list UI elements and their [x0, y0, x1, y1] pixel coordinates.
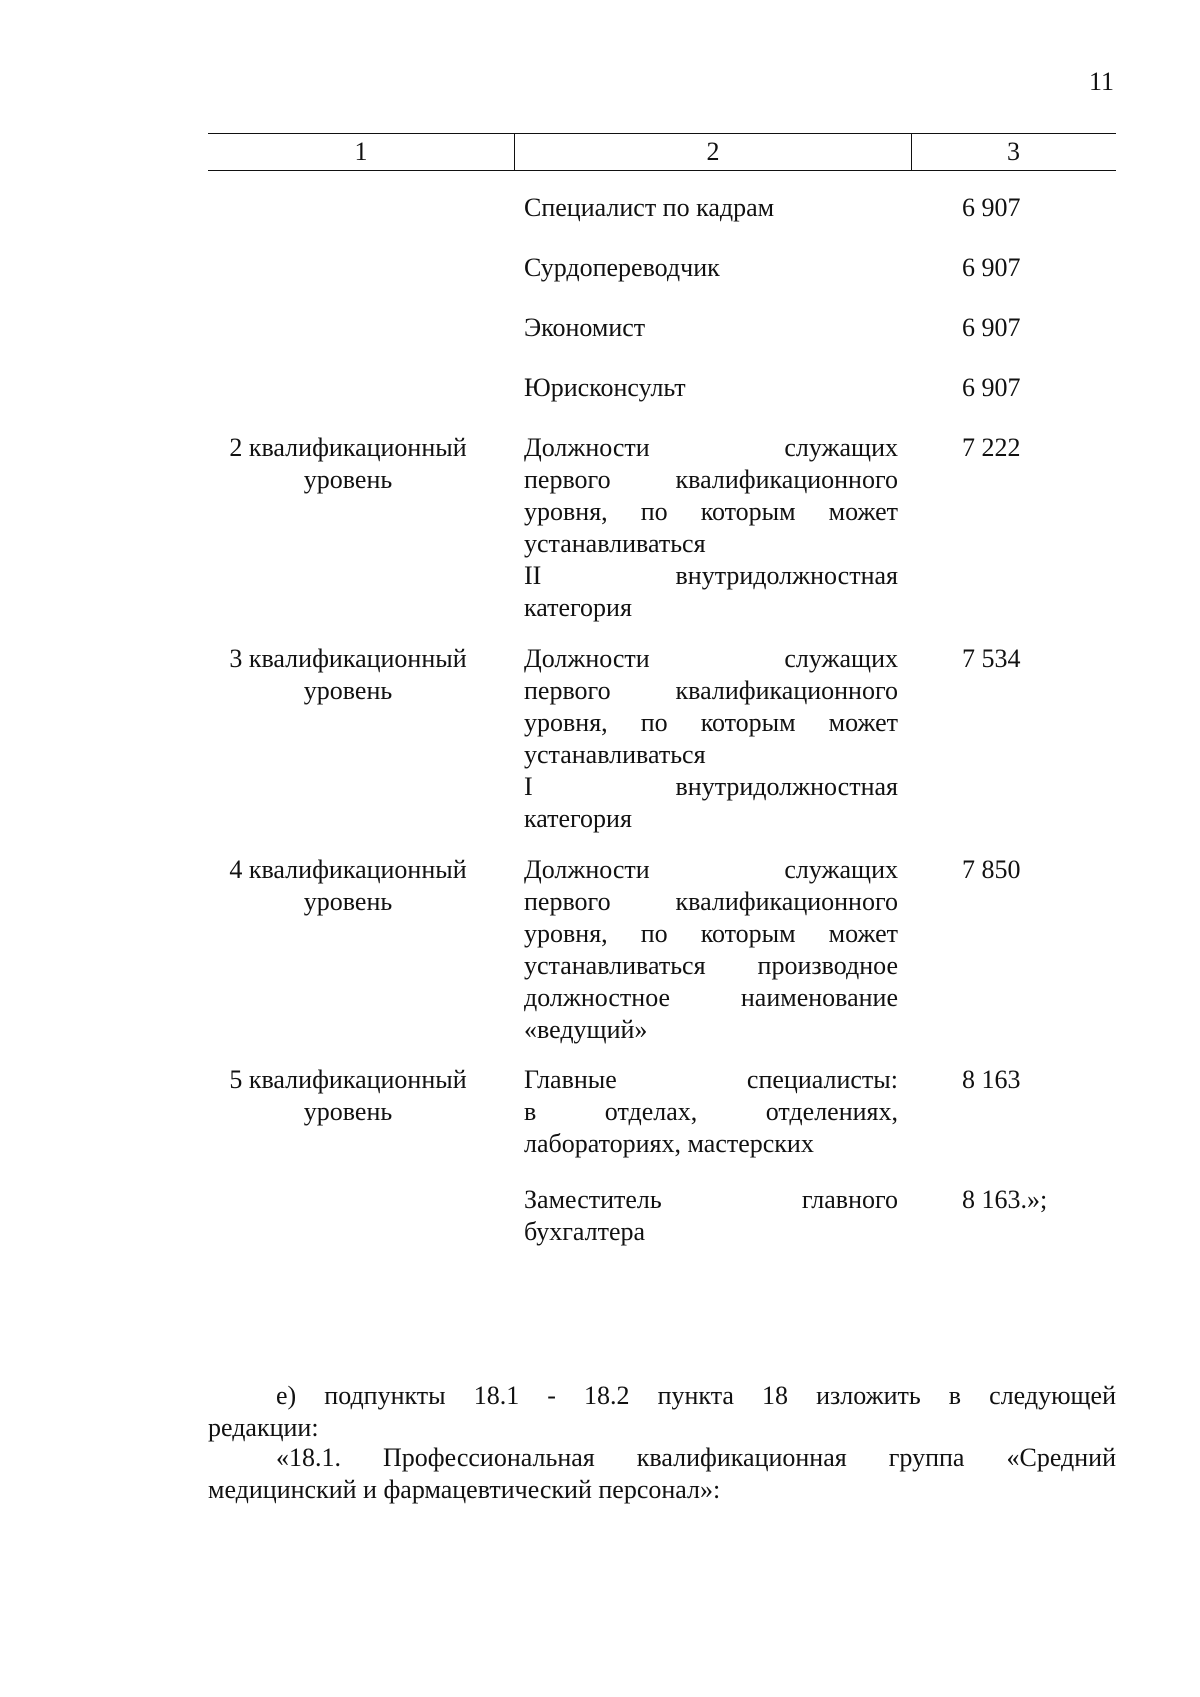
qualification-level-line: уровень [303, 465, 393, 494]
position-name-line: лабораториях, мастерских [524, 1129, 814, 1158]
body-paragraph [208, 1442, 1116, 1506]
position-name [524, 1064, 898, 1160]
position-name-line: Должности служащих [524, 855, 898, 884]
position-name-line: устанавливаться производное [524, 951, 898, 980]
header-col-2: 2 [514, 134, 912, 170]
position-name-line: Должности служащих [524, 433, 898, 462]
position-name-line: уровня, по которым может [524, 708, 898, 737]
position-name-line: Должности служащих [524, 644, 898, 673]
position-name [524, 854, 898, 1046]
header-col-3: 3 [1007, 137, 1020, 166]
salary-value: 8 163 [962, 1065, 1021, 1094]
qualification-level-line: 3 квалификационный [229, 644, 467, 673]
position-name-line: Специалист по кадрам [524, 193, 775, 222]
position-name-line: первого квалификационного [524, 465, 898, 494]
body-paragraph [208, 1380, 1116, 1444]
salary-value: 8 163.»; [962, 1185, 1048, 1214]
position-name-line: устанавливаться [524, 529, 706, 558]
position-name-line: устанавливаться [524, 740, 706, 769]
position-name [524, 252, 898, 284]
qualification-level-line: 2 квалификационный [229, 433, 467, 462]
qualification-level-line: 4 квалификационный [229, 855, 467, 884]
position-name-line: Юрисконсульт [524, 373, 686, 402]
position-name-line: категория [524, 804, 632, 833]
position-name-line: в отделах, отделениях, [524, 1097, 898, 1126]
salary-value: 6 907 [962, 193, 1021, 222]
qualification-level-line: уровень [303, 676, 393, 705]
position-name-line: первого квалификационного [524, 676, 898, 705]
paragraph-line: медицинский и фармацевтический персонал»: [208, 1475, 721, 1504]
salary-value: 6 907 [962, 313, 1021, 342]
qualification-level-line: 5 квалификационный [229, 1065, 467, 1094]
page-number: 11 [1088, 67, 1114, 96]
qualification-level-line: уровень [303, 887, 393, 916]
paragraph-line: «18.1. Профессиональная квалификационная группа «Средний [276, 1443, 1116, 1472]
qualification-level [208, 643, 488, 707]
position-name-line: I внутридолжностная [524, 772, 898, 801]
salary-value: 7 534 [962, 644, 1021, 673]
position-name [524, 312, 898, 344]
table-header [208, 133, 1116, 171]
position-name [524, 1184, 898, 1248]
position-name [524, 192, 898, 224]
paragraph-line: е) подпункты 18.1 - 18.2 пункта 18 изложить в следующей [276, 1381, 1116, 1410]
salary-value: 6 907 [962, 253, 1021, 282]
paragraph-line: редакции: [208, 1413, 319, 1442]
position-name-line: уровня, по которым может [524, 497, 898, 526]
position-name-line: Экономист [524, 313, 646, 342]
position-name-line: Главные специалисты: [524, 1065, 898, 1094]
salary-value: 6 907 [962, 373, 1021, 402]
position-name [524, 372, 898, 404]
salary-value: 7 222 [962, 433, 1021, 462]
position-name-line: II внутридолжностная [524, 561, 898, 590]
position-name-line: уровня, по которым может [524, 919, 898, 948]
position-name-line: категория [524, 593, 632, 622]
header-col-1: 1 [354, 137, 368, 166]
position-name [524, 432, 898, 624]
salary-value: 7 850 [962, 855, 1021, 884]
position-name-line: первого квалификационного [524, 887, 898, 916]
qualification-level-line: уровень [303, 1097, 393, 1126]
qualification-level [208, 854, 488, 918]
position-name-line: «ведущий» [524, 1015, 648, 1044]
qualification-level [208, 1064, 488, 1128]
qualification-level [208, 432, 488, 496]
position-name-line: бухгалтера [524, 1217, 646, 1246]
position-name-line: Сурдопереводчик [524, 253, 720, 282]
position-name-line: Заместитель главного [524, 1185, 898, 1214]
position-name [524, 643, 898, 835]
position-name-line: должностное наименование [524, 983, 898, 1012]
